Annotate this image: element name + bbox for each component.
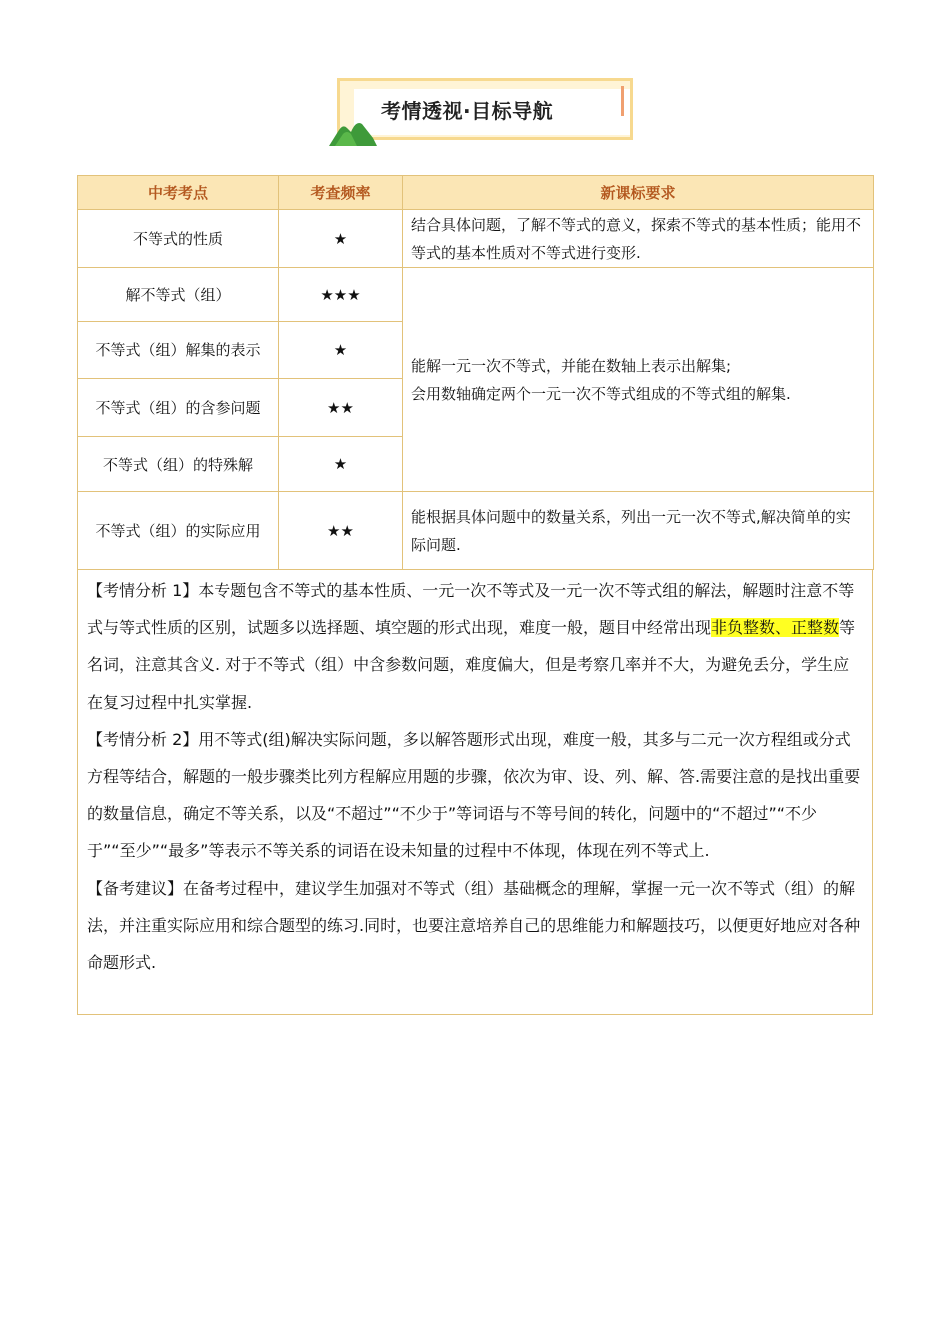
topic-cell: 不等式的性质: [78, 210, 279, 268]
analysis-paragraph-2: 【考情分析 2】用不等式(组)解决实际问题，多以解答题形式出现，难度一般，其多与二元一次方程组或分式方程等结合，解题的一般步骤类比列方程解应用题的步骤，依次为审、设、列、解、答.需要注意的是找出重要的数量信息，确定不等关系，以及“不超过”“不少于”等词语与不等号间的转化，问题中的“不超过”“不少于”“至少”“最多”等表示不等关系的词语在设未知量的过程中不体现，体现在列不等式上.: [87, 729, 861, 861]
exam-points-table: [77, 175, 874, 570]
exam-advice-paragraph: 【备考建议】在备考过程中，建议学生加强对不等式（组）基础概念的理解，掌握一元一次不等式（组）的解法，并注重实际应用和综合题型的练习.同时，也要注意培养自己的思维能力和解题技巧，以便更好地应对各种命题形式.: [87, 878, 861, 973]
topic-cell: 不等式（组）的特殊解: [78, 437, 279, 492]
table-header-row: [78, 176, 874, 210]
highlighted-terms: 非负整数、正整数: [711, 618, 840, 638]
requirement-cell: 结合具体问题，了解不等式的意义，探索不等式的基本性质；能用不等式的基本性质对不等式进行变形.: [403, 210, 874, 268]
table-row: [78, 210, 874, 268]
topic-cell: 不等式（组）解集的表示: [78, 322, 279, 379]
banner-accent: [621, 86, 624, 116]
frequency-cell: ★★★: [279, 268, 403, 322]
section-banner: [329, 78, 637, 146]
frequency-cell: ★: [279, 322, 403, 379]
topic-cell: 解不等式（组）: [78, 268, 279, 322]
requirement-line: 会用数轴确定两个一元一次不等式组成的不等式组的解集.: [411, 384, 791, 403]
frequency-cell: ★: [279, 437, 403, 492]
header-frequency: 考查频率: [279, 176, 403, 210]
topic-cell: 不等式（组）的含参问题: [78, 379, 279, 437]
table-row: [78, 492, 874, 570]
table-row: [78, 268, 874, 322]
analysis-text: 【考情分析 1】本专题包含不等式的基本性质、一元一次不等式及一元一次不等式组的解法，解题时注意不等式与等式性质的区别，试题多以选择题、填空题的形式出现，难度一般，题目中经常出现: [87, 581, 855, 638]
banner-title: 考情透视·目标导航: [381, 99, 554, 123]
requirement-cell-merged: [403, 268, 874, 492]
analysis-text: 等名词，注意其含义. 对于不等式（组）中含参数问题，难度偏大，但是考察几率并不大，为避免丢分，学生应在复习过程中扎实掌握.: [87, 618, 856, 712]
requirement-cell: 能根据具体问题中的数量关系，列出一元一次不等式,解决简单的实际问题.: [403, 492, 874, 570]
header-requirement: 新课标要求: [403, 176, 874, 210]
frequency-cell: ★: [279, 210, 403, 268]
frequency-cell: ★★: [279, 492, 403, 570]
analysis-paragraph-1: [87, 572, 863, 721]
frequency-cell: ★★: [279, 379, 403, 437]
analysis-block: [77, 570, 873, 1015]
header-topic: 中考考点: [78, 176, 279, 210]
mountain-icon: [329, 118, 377, 146]
topic-cell: 不等式（组）的实际应用: [78, 492, 279, 570]
requirement-line: 能解一元一次不等式，并能在数轴上表示出解集;: [411, 356, 732, 375]
